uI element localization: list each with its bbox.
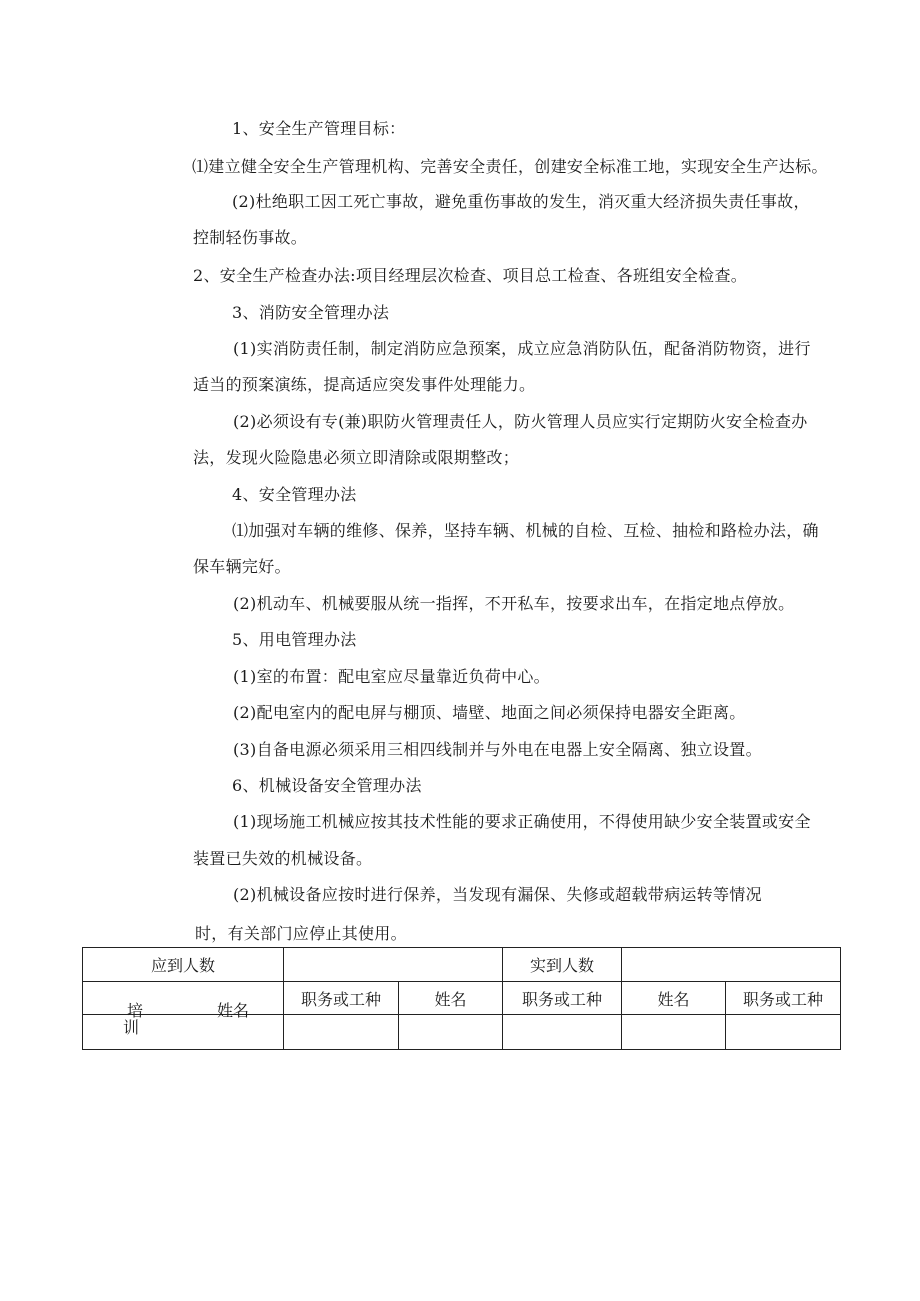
name-header: 姓名 (217, 1001, 250, 1020)
actual-count-label: 实到人数 (503, 948, 622, 982)
line-19: 6、机械设备安全管理办法 (232, 776, 422, 795)
line-14: (2)机动车、机械要服从统一指挥，不开私车，按要求出车，在指定地点停放。 (233, 594, 795, 613)
line-23: 时，有关部门应停止其使用。 (195, 924, 407, 943)
line-3: (2)杜绝职工因工死亡事故，避免重伤事故的发生，消灭重大经济损失责任事故， (232, 192, 810, 211)
line-8: 适当的预案演练，提高适应突发事件处理能力。 (193, 375, 536, 394)
actual-count-value[interactable] (622, 948, 841, 982)
line-22: (2)机械设备应按时进行保养，当发现有漏保、失修或超载带病运转等情况 (233, 885, 762, 904)
expected-count-value[interactable] (284, 948, 503, 982)
line-16: (1)室的布置：配电室应尽量靠近负荷中心。 (233, 667, 550, 686)
position-header: 职务或工种 (726, 982, 841, 1015)
line-2: ⑴建立健全安全生产管理机构、完善安全责任，创建安全标准工地，实现安全生产达标。 (192, 157, 828, 176)
line-21: 装置已失效的机械设备。 (193, 849, 373, 868)
training-label-char-2: 训 (83, 1015, 284, 1050)
training-label-char-1: 培 (127, 1001, 144, 1020)
line-1: 1、安全生产管理目标： (232, 119, 406, 138)
name-header: 姓名 (399, 982, 503, 1015)
position-header: 职务或工种 (284, 982, 399, 1015)
table-cell[interactable] (284, 1015, 399, 1050)
name-header: 姓名 (622, 982, 726, 1015)
line-4: 控制轻伤事故。 (193, 228, 308, 247)
line-10: 法，发现火险隐患必须立即清除或限期整改； (193, 448, 520, 467)
table-row (83, 1015, 841, 1050)
line-9: (2)必须设有专(兼)职防火管理责任人，防火管理人员应实行定期防火安全检查办 (233, 412, 808, 431)
line-15: 5、用电管理办法 (232, 630, 357, 649)
table-cell[interactable] (726, 1015, 841, 1050)
line-7: (1)实消防责任制，制定消防应急预案，成立应急消防队伍，配备消防物资，进行 (233, 339, 811, 358)
line-13: 保车辆完好。 (193, 557, 291, 576)
table-cell[interactable] (503, 1015, 622, 1050)
table-cell[interactable] (622, 1015, 726, 1050)
position-header: 职务或工种 (503, 982, 622, 1015)
line-6: 3、消防安全管理办法 (232, 303, 390, 322)
line-12: ⑴加强对车辆的维修、保养，坚持车辆、机械的自检、互检、抽检和路检办法，确 (232, 521, 819, 540)
attendance-table (82, 947, 841, 1050)
table-row-counts (83, 948, 841, 982)
line-5: 2、安全生产检查办法:项目经理层次检查、项目总工检查、各班组安全检查。 (193, 266, 748, 285)
training-name-header-cell (83, 982, 284, 1020)
line-17: (2)配电室内的配电屏与棚顶、墙壁、地面之间必须保持电器安全距离。 (233, 703, 746, 722)
line-18: (3)自备电源必须采用三相四线制并与外电在电器上安全隔离、独立设置。 (233, 740, 762, 759)
line-20: (1)现场施工机械应按其技术性能的要求正确使用，不得使用缺少安全装置或安全 (233, 812, 811, 831)
expected-count-label: 应到人数 (83, 948, 284, 982)
table-row-headers (83, 982, 841, 1015)
line-11: 4、安全管理办法 (232, 485, 357, 504)
table-cell[interactable] (399, 1015, 503, 1050)
